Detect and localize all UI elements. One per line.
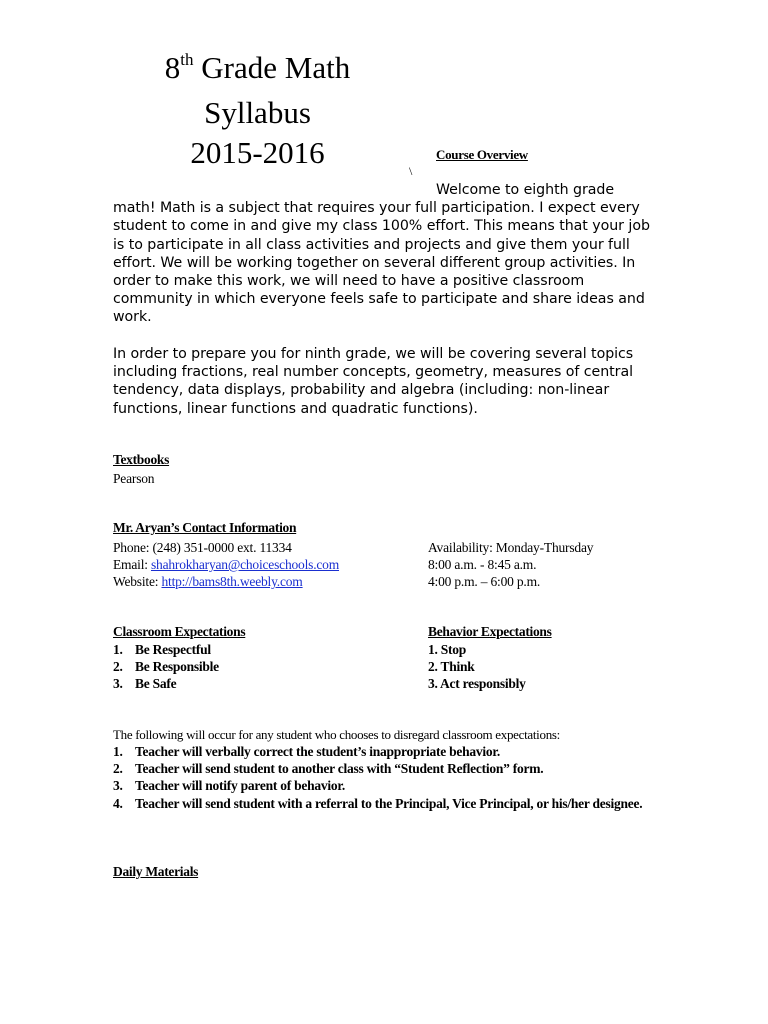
list-number: 2. [113, 659, 123, 675]
list-item: 2. Think [428, 659, 475, 675]
email-link[interactable]: shahrokharyan@choiceschools.com [150, 557, 340, 572]
contact-phone: Phone: (248) 351-0000 ext. 11334 [113, 540, 292, 555]
grade-number: 8 [164, 50, 181, 85]
course-overview-heading: Course Overview [436, 147, 528, 162]
list-item [113, 675, 413, 692]
availability-time-morning: 8:00 a.m. - 8:45 a.m. [428, 557, 537, 572]
list-item [113, 743, 658, 760]
contact-email-row [113, 556, 339, 573]
classroom-expectations-list [113, 641, 413, 693]
list-item [113, 795, 658, 812]
list-number: 1. [113, 744, 123, 759]
ordinal-suffix: th [180, 50, 194, 69]
list-text: Teacher will notify parent of behavior. [135, 778, 346, 794]
stray-mark: \ [409, 164, 413, 178]
consequences-list [113, 743, 658, 812]
behavior-expectations-list [428, 641, 526, 693]
daily-materials-heading: Daily Materials [113, 864, 199, 879]
list-item [113, 777, 658, 794]
title-grade-math: Grade Math [193, 50, 351, 85]
classroom-expectations-heading: Classroom Expectations [113, 624, 246, 639]
syllabus-title [150, 48, 365, 173]
contact-website-row [113, 573, 339, 590]
list-item [113, 760, 658, 777]
list-item [113, 658, 413, 675]
website-link[interactable]: http://bams8th.weebly.com [161, 574, 303, 589]
list-number: 3. [113, 778, 123, 794]
availability-block [428, 539, 593, 590]
contact-heading: Mr. Aryan’s Contact Information [113, 520, 297, 535]
course-overview-paragraph-1 [113, 181, 658, 327]
textbooks-heading: Textbooks [113, 452, 170, 467]
paragraph-1-first-line: Welcome to eighth grade [436, 182, 615, 198]
availability-days: Availability: Monday-Thursday [428, 540, 594, 555]
list-item: 3. Act responsibly [428, 676, 526, 692]
list-number: 4. [113, 795, 123, 811]
course-overview-paragraph-2: In order to prepare you for ninth grade, we will be covering several topics including fractions, real number concepts, geometry, measures of central tendency, data displays, probability and algebra (including: non-linear functions, linear functions and quadratic functions). [113, 346, 634, 417]
list-text: Teacher will verbally correct the student’s inappropriate behavior. [135, 744, 500, 759]
list-number: 1. [113, 642, 123, 657]
textbooks-value: Pearson [113, 471, 155, 486]
list-number: 2. [113, 761, 123, 777]
list-text: Teacher will send student to another class with “Student Reflection” form. [135, 761, 544, 777]
list-text: Be Respectful [135, 642, 211, 657]
list-item: 1. Stop [428, 642, 467, 657]
website-label: Website: [113, 574, 162, 589]
title-line-1 [150, 48, 365, 93]
paragraph-1-rest: math! Math is a subject that requires your full participation. I expect every student to come in and give my class 100% effort. This means that your job is to participate in all class activities and projects and give them your full effort. We will be working together on several different group activities. In order to make this work, we will need to have a positive classroom community in which everyone feels safe to participate and share ideas and work. [113, 200, 650, 326]
list-text: Be Responsible [135, 659, 219, 675]
behavior-expectations-heading: Behavior Expectations [428, 624, 552, 639]
list-item [113, 641, 413, 658]
contact-details [113, 539, 339, 590]
email-label: Email: [113, 557, 151, 572]
list-text: Teacher will send student with a referral to the Principal, Vice Principal, or his/her designee. [135, 795, 643, 811]
consequences-intro: The following will occur for any student who chooses to disregard classroom expectations: [113, 727, 560, 742]
list-text: Be Safe [135, 676, 177, 692]
title-line-3: 2015-2016 [190, 135, 325, 170]
list-number: 3. [113, 676, 123, 692]
availability-time-afternoon: 4:00 p.m. – 6:00 p.m. [428, 574, 541, 589]
title-line-2: Syllabus [204, 95, 311, 130]
